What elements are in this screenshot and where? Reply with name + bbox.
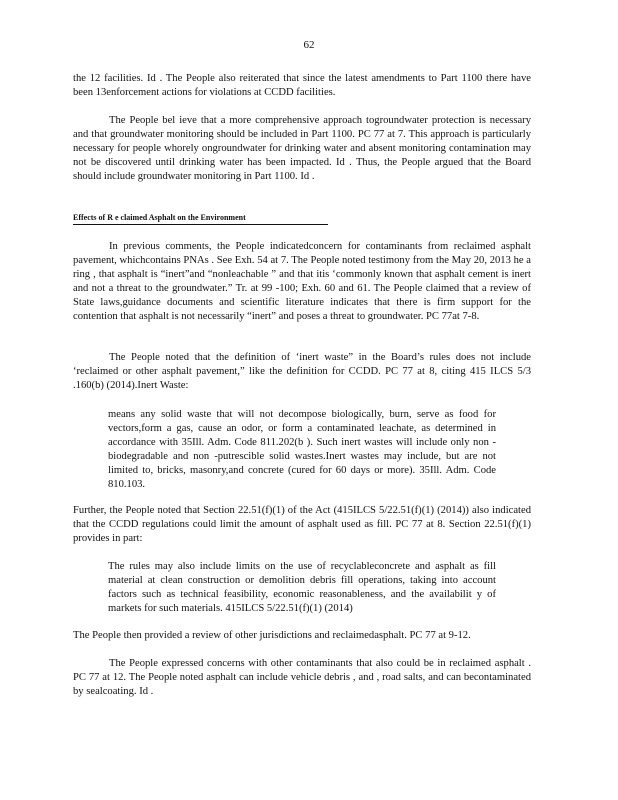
block-quote-rules: The rules may also include limits on the use of recyclableconcrete and asphalt as fill material at clean construction or demolition debris fill operations, taking into account factors such as technical feasibility, economic reasonableness, and the availabilit y of markets for such materials. 415ILCS 5/22.51(f)(1) (2014) <box>108 561 496 614</box>
paragraph-asphalt-inert: In previous comments, the People indicatedconcern for contaminants from reclaimed asphalt pavement, whichcontains PNAs . See Exh. 54 at 7. The People noted testimony from the May 20, 2013 he a ring , that asphalt is “inert”and “nonleachable ” and that itis ‘commonly known that asphalt cement is inert and not a threat to the groundwater.” Tr. at 99 -100; Exh. 60 and 61. The People claimed that a review of State laws,guidance documents and scientific literature indicates that there is firm support for the contention that asphalt is not necessarily “inert” and poses a threat to groundwater. PC 77at 7-8. <box>73 241 531 322</box>
section-heading: Effects of R e claimed Asphalt on the Environment <box>73 213 328 225</box>
paragraph-inert-waste-definition: The People noted that the definition of ‘inert waste” in the Board’s rules does not include ‘reclaimed or other asphalt pavement,” like the definition for CCDD. PC 77 at 8, citing 415 ILCS 5/3 .160(b) (2014).Inert Waste: <box>73 352 531 391</box>
paragraph-section-2251: Further, the People noted that Section 22.51(f)(1) of the Act (415ILCS 5/22.51(f)(1) (2014)) also indicated that the CCDD regulations could limit the amount of asphalt used as fill. PC 77 at 8. Section 22.51(f)(1) provides in part: <box>73 505 531 544</box>
page-number: 62 <box>303 39 315 51</box>
paragraph-facilities: the 12 facilities. Id . The People also reiterated that since the latest amendments to Part 1100 there have been 13enforcement actions for violations at CCDD facilities. <box>73 73 531 98</box>
block-quote-inert-waste: means any solid waste that will not decompose biologically, burn, serve as food for vectors,form a gas, cause an odor, or form a contaminated leachate, as determined in accordance with 35Ill. Adm. Code 811.202(b ). Such inert wastes will include only non -biodegradable and non -putrescible solid wastes.Inert wastes may include, but are not limited to, bricks, masonry,and concrete (cured for 60 days or more). 35Ill. Adm. Code 810.103. <box>108 409 496 490</box>
paragraph-groundwater: The People bel ieve that a more comprehensive approach togroundwater protection is necessary and that groundwater monitoring should be included in Part 1100. PC 77 at 7. This approach is particularly necessary for people whorely ongroundwater for drinking water and absent monitoring contamination may not be discovered until drinking water has been impacted. Id . Thus, the People argued that the Board should include groundwater monitoring in Part 1100. Id . <box>73 115 531 182</box>
paragraph-other-jurisdictions: The People then provided a review of other jurisdictions and reclaimedasphalt. PC 77 at 9-12. <box>73 630 471 641</box>
paragraph-other-contaminants: The People expressed concerns with other contaminants that also could be in reclaimed asphalt . PC 77 at 12. The People noted asphalt can include vehicle debris , and , road salts, and can becontaminated by sealcoating. Id . <box>73 658 531 697</box>
